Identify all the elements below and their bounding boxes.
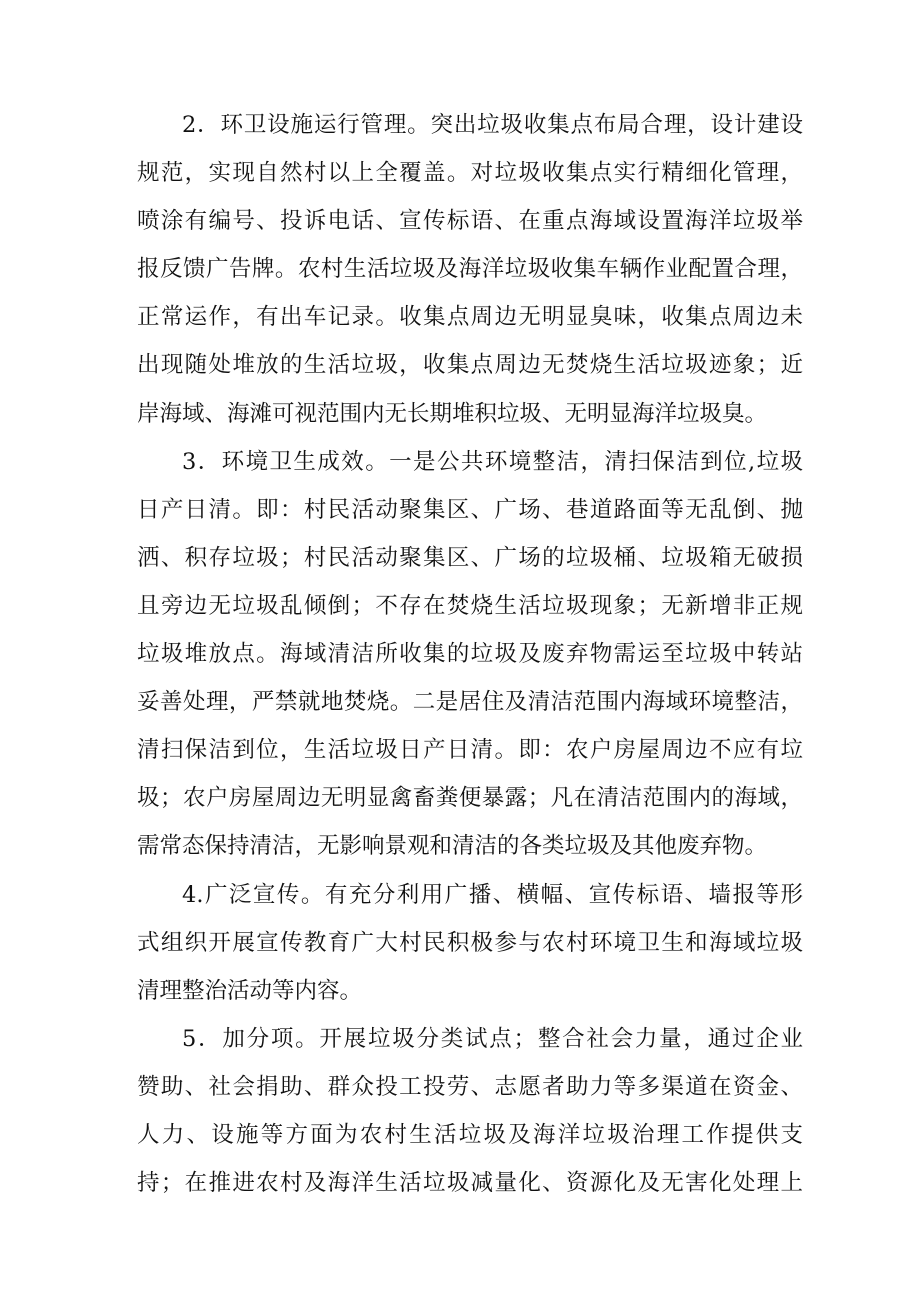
paragraph-line: 报反馈广告牌。农村生活垃圾及海洋垃圾收集车辆作业配置合理， (137, 256, 803, 283)
paragraph-sanitation-facilities (137, 101, 803, 438)
paragraph-line: 3．环境卫生成效。一是公共环境整洁，清扫保洁到位,垃圾 (182, 448, 803, 475)
paragraph-line: 圾；农户房屋周边无明显禽畜粪便暴露；凡在清洁范围内的海域， (137, 785, 803, 812)
paragraph-line: 且旁边无垃圾乱倾倒；不存在焚烧生活垃圾现象；无新增非正规 (137, 592, 803, 619)
paragraph-line: 5．加分项。开展垃圾分类试点；整合社会力量，通过企业 (182, 1025, 803, 1052)
paragraph-line: 2．环卫设施运行管理。突出垃圾收集点布局合理，设计建设 (182, 112, 803, 138)
paragraph-line: 清理整治活动等内容。 (137, 977, 363, 1004)
paragraph-line: 妥善处理，严禁就地焚烧。二是居住及清洁范围内海域环境整洁， (137, 689, 803, 716)
paragraph-line: 垃圾堆放点。海域清洁所收集的垃圾及废弃物需运至垃圾中转站 (137, 641, 803, 668)
document-body (137, 101, 803, 1207)
paragraph-line: 喷涂有编号、投诉电话、宣传标语、在重点海域设置海洋垃圾举 (137, 208, 803, 235)
paragraph-line: 4.广泛宣传。有充分利用广播、横幅、宣传标语、墙报等形 (182, 881, 803, 908)
paragraph-line: 持；在推进农村及海洋生活垃圾减量化、资源化及无害化处理上 (137, 1170, 803, 1197)
paragraph-sanitation-results (137, 438, 803, 871)
paragraph-line: 清扫保洁到位，生活垃圾日产日清。即：农户房屋周边不应有垃 (137, 737, 803, 764)
paragraph-bonus-items (137, 1015, 803, 1207)
paragraph-line: 需常态保持清洁，无影响景观和清洁的各类垃圾及其他废弃物。 (137, 833, 768, 860)
paragraph-line: 正常运作，有出车记录。收集点周边无明显臭味，收集点周边未 (137, 304, 803, 331)
paragraph-publicity (137, 871, 803, 1015)
paragraph-line: 岸海域、海滩可视范围内无长期堆积垃圾、无明显海洋垃圾臭。 (137, 400, 768, 427)
paragraph-line: 日产日清。即：村民活动聚集区、广场、巷道路面等无乱倒、抛 (137, 496, 803, 523)
paragraph-line: 洒、积存垃圾；村民活动聚集区、广场的垃圾桶、垃圾箱无破损 (137, 544, 803, 571)
paragraph-line: 人力、设施等方面为农村生活垃圾及海洋垃圾治理工作提供支 (137, 1121, 803, 1148)
paragraph-line: 式组织开展宣传教育广大村民积极参与农村环境卫生和海域垃圾 (137, 929, 803, 956)
paragraph-line: 出现随处堆放的生活垃圾，收集点周边无焚烧生活垃圾迹象；近 (137, 352, 803, 379)
paragraph-line: 规范，实现自然村以上全覆盖。对垃圾收集点实行精细化管理， (137, 160, 803, 187)
paragraph-line: 赞助、社会捐助、群众投工投劳、志愿者助力等多渠道在资金、 (137, 1073, 803, 1100)
